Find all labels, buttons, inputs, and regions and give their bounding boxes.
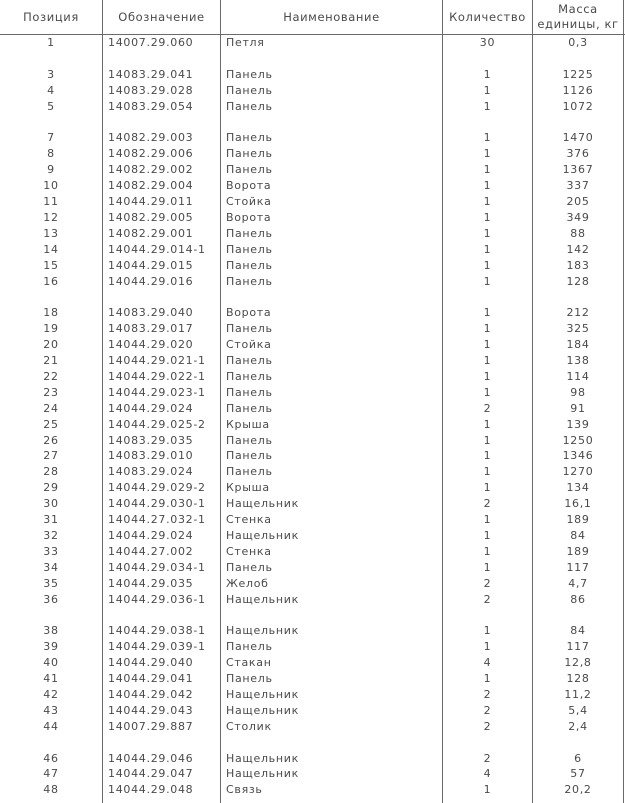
table-row (0, 83, 625, 99)
cell-designation: 14083.29.054 (108, 99, 194, 113)
header-designation: Обозначение (118, 9, 205, 24)
cell-position: 32 (43, 528, 59, 542)
cell-mass: 325 (566, 322, 590, 336)
cell-designation: 14044.29.039-1 (108, 640, 206, 654)
cell-designation: 14044.29.029-2 (108, 481, 206, 495)
cell-designation: 14044.29.015 (108, 258, 194, 272)
cell-mass: 128 (566, 672, 590, 685)
table-row (0, 99, 625, 115)
cell-designation: 14044.27.002 (108, 544, 194, 558)
cell-name: Петля (226, 36, 265, 49)
table-row (0, 194, 625, 210)
cell-mass: 138 (566, 354, 590, 367)
cell-name: Панель (226, 385, 273, 399)
cell-position: 47 (43, 767, 59, 781)
cell-quantity: 1 (483, 147, 492, 161)
cell-designation: 14044.29.042 (108, 687, 194, 701)
table-row (0, 464, 625, 480)
cell-mass: 337 (566, 179, 590, 193)
cell-name: Крыша (226, 417, 270, 431)
cell-quantity: 1 (483, 226, 492, 240)
header-position: Позиция (23, 9, 79, 24)
cell-designation: 14044.29.020 (108, 338, 194, 352)
table-row (0, 146, 625, 162)
table-row (0, 639, 625, 655)
cell-designation: 14044.29.022-1 (108, 369, 206, 383)
cell-name: Нащельник (226, 497, 299, 511)
cell-position: 20 (43, 338, 59, 352)
cell-mass: 1072 (562, 99, 594, 113)
cell-name: Стенка (226, 544, 272, 558)
table-row (0, 719, 625, 735)
table-row (0, 544, 625, 560)
cell-position: 38 (43, 624, 59, 638)
cell-mass: 12,8 (564, 656, 592, 670)
cell-name: Панель (226, 226, 273, 240)
cell-position: 40 (43, 656, 59, 670)
cell-designation: 14044.29.040 (108, 656, 194, 670)
cell-designation: 14083.29.028 (108, 83, 194, 97)
cell-quantity: 1 (483, 163, 492, 177)
cell-position: 19 (43, 322, 59, 336)
table-row (0, 766, 625, 782)
cell-designation: 14044.29.025-2 (108, 417, 206, 431)
cell-quantity: 4 (483, 767, 492, 781)
cell-designation: 14083.29.024 (108, 465, 194, 479)
cell-designation: 14007.29.887 (108, 719, 194, 733)
cell-quantity: 1 (483, 783, 492, 797)
cell-quantity: 1 (483, 338, 492, 352)
cell-designation: 14044.29.023-1 (108, 385, 206, 399)
table-row (0, 178, 625, 194)
cell-quantity: 1 (483, 672, 492, 685)
cell-quantity: 2 (483, 719, 492, 733)
cell-name: Стойка (226, 195, 272, 208)
cell-name: Панель (226, 131, 273, 145)
cell-name: Нащельник (226, 592, 299, 606)
table-row (0, 162, 625, 178)
cell-name: Ворота (226, 210, 272, 224)
cell-designation: 14082.29.006 (108, 147, 194, 161)
cell-designation: 14082.29.005 (108, 210, 194, 224)
header-name: Наименование (283, 9, 380, 24)
table-row (0, 623, 625, 639)
cell-quantity: 1 (483, 369, 492, 383)
cell-quantity: 1 (483, 560, 492, 574)
cell-name: Панель (226, 147, 273, 161)
cell-designation: 14083.29.041 (108, 67, 194, 81)
cell-position: 48 (43, 783, 59, 797)
cell-designation: 14044.29.038-1 (108, 624, 206, 638)
cell-quantity: 2 (483, 576, 492, 590)
cell-quantity: 1 (483, 354, 492, 367)
cell-position: 29 (43, 481, 59, 495)
cell-mass: 4,7 (568, 576, 588, 590)
cell-position: 26 (43, 433, 59, 447)
cell-name: Панель (226, 672, 273, 685)
table-row (0, 369, 625, 385)
cell-mass: 349 (566, 210, 590, 224)
table-row (0, 560, 625, 576)
cell-mass: 134 (566, 481, 590, 495)
cell-mass: 1470 (562, 131, 594, 145)
cell-name: Панель (226, 83, 273, 97)
cell-position: 13 (43, 226, 59, 240)
table-row (0, 242, 625, 258)
cell-name: Нащельник (226, 624, 299, 638)
cell-position: 46 (43, 751, 59, 765)
cell-mass: 128 (566, 274, 590, 288)
cell-mass: 1346 (562, 449, 594, 463)
cell-name: Нащельник (226, 528, 299, 542)
table-row (0, 305, 625, 321)
cell-position: 27 (43, 449, 59, 463)
cell-mass: 114 (566, 369, 590, 383)
table-row (0, 226, 625, 242)
cell-quantity: 1 (483, 210, 492, 224)
cell-position: 3 (47, 67, 55, 81)
cell-quantity: 1 (483, 322, 492, 336)
cell-quantity: 2 (483, 401, 492, 415)
table-row (0, 576, 625, 592)
cell-position: 34 (43, 560, 59, 574)
cell-position: 18 (43, 306, 59, 320)
table-row (0, 703, 625, 719)
cell-quantity: 30 (479, 36, 496, 49)
cell-designation: 14044.29.046 (108, 751, 194, 765)
cell-quantity: 1 (483, 131, 492, 145)
cell-name: Стойка (226, 338, 272, 352)
cell-quantity: 1 (483, 528, 492, 542)
cell-designation: 14082.29.002 (108, 163, 194, 177)
cell-name: Стакан (226, 656, 272, 670)
cell-mass: 212 (566, 306, 590, 320)
cell-designation: 14044.29.024 (108, 528, 194, 542)
cell-designation: 14083.29.035 (108, 433, 194, 447)
table-row (0, 782, 625, 798)
cell-name: Панель (226, 163, 273, 177)
cell-mass: 184 (566, 338, 590, 352)
cell-name: Панель (226, 433, 273, 447)
cell-position: 31 (43, 513, 59, 526)
cell-quantity: 1 (483, 513, 492, 526)
table-row (0, 528, 625, 544)
cell-position: 35 (43, 576, 59, 590)
cell-position: 42 (43, 687, 59, 701)
cell-position: 14 (43, 242, 59, 256)
table-row (0, 592, 625, 608)
cell-position: 10 (43, 179, 59, 193)
table-row (0, 417, 625, 433)
cell-designation: 14044.29.036-1 (108, 592, 206, 606)
cell-position: 9 (47, 163, 55, 177)
cell-quantity: 1 (483, 465, 492, 479)
cell-name: Крыша (226, 481, 270, 495)
cell-position: 44 (43, 719, 59, 733)
cell-mass: 84 (570, 528, 586, 542)
cell-designation: 14082.29.001 (108, 226, 194, 240)
cell-name: Панель (226, 242, 273, 256)
table-row (0, 210, 625, 226)
cell-designation: 14044.29.048 (108, 783, 194, 797)
cell-designation: 14083.29.040 (108, 306, 194, 320)
table-row (0, 512, 625, 528)
cell-position: 43 (43, 703, 59, 717)
cell-quantity: 1 (483, 433, 492, 447)
cell-designation: 14044.29.030-1 (108, 497, 206, 511)
cell-mass: 0,3 (568, 36, 588, 49)
cell-position: 33 (43, 544, 59, 558)
cell-designation: 14083.29.010 (108, 449, 194, 463)
cell-name: Панель (226, 640, 273, 654)
cell-designation: 14044.29.034-1 (108, 560, 206, 574)
cell-position: 8 (47, 147, 55, 161)
cell-mass: 139 (566, 417, 590, 431)
cell-name: Панель (226, 401, 273, 415)
cell-quantity: 1 (483, 274, 492, 288)
cell-quantity: 1 (483, 385, 492, 399)
cell-mass: 142 (566, 242, 590, 256)
cell-position: 25 (43, 417, 59, 431)
cell-quantity: 1 (483, 544, 492, 558)
cell-designation: 14044.27.032-1 (108, 513, 206, 526)
cell-position: 15 (43, 258, 59, 272)
cell-designation: 14044.29.047 (108, 767, 194, 781)
cell-mass: 1250 (562, 433, 594, 447)
cell-name: Панель (226, 67, 273, 81)
cell-designation: 14044.29.041 (108, 672, 194, 685)
cell-designation: 14044.29.024 (108, 401, 194, 415)
table-row (0, 67, 625, 83)
table-row (0, 687, 625, 703)
cell-name: Желоб (226, 576, 269, 590)
cell-designation: 14083.29.017 (108, 322, 194, 336)
cell-position: 11 (43, 195, 59, 208)
cell-name: Панель (226, 354, 273, 367)
cell-designation: 14082.29.003 (108, 131, 194, 145)
cell-position: 23 (43, 385, 59, 399)
cell-position: 22 (43, 369, 59, 383)
table-row (0, 35, 625, 51)
cell-position: 30 (43, 497, 59, 511)
table-row (0, 655, 625, 671)
cell-quantity: 1 (483, 449, 492, 463)
cell-name: Нащельник (226, 703, 299, 717)
cell-position: 5 (47, 99, 55, 113)
cell-mass: 91 (570, 401, 586, 415)
cell-name: Панель (226, 560, 273, 574)
cell-mass: 5,4 (568, 703, 588, 717)
cell-mass: 205 (566, 195, 590, 208)
table-row (0, 130, 625, 146)
cell-mass: 11,2 (564, 687, 592, 701)
table-row (0, 337, 625, 353)
table-row (0, 321, 625, 337)
cell-mass: 183 (566, 258, 590, 272)
cell-mass: 6 (574, 751, 582, 765)
cell-name: Панель (226, 465, 273, 479)
cell-mass: 189 (566, 513, 590, 526)
cell-mass: 86 (570, 592, 586, 606)
table-row (0, 433, 625, 449)
cell-mass: 376 (566, 147, 590, 161)
cell-name: Панель (226, 322, 273, 336)
cell-quantity: 2 (483, 687, 492, 701)
cell-quantity: 1 (483, 242, 492, 256)
cell-position: 1 (47, 36, 55, 49)
cell-quantity: 1 (483, 258, 492, 272)
table-row (0, 274, 625, 290)
cell-name: Панель (226, 99, 273, 113)
cell-quantity: 1 (483, 67, 492, 81)
table-row (0, 353, 625, 369)
cell-quantity: 2 (483, 497, 492, 511)
cell-position: 16 (43, 274, 59, 288)
cell-position: 4 (47, 83, 55, 97)
cell-name: Панель (226, 449, 273, 463)
cell-name: Ворота (226, 306, 272, 320)
cell-position: 21 (43, 354, 59, 367)
cell-designation: 14044.29.014-1 (108, 242, 206, 256)
cell-quantity: 2 (483, 592, 492, 606)
table-row (0, 671, 625, 687)
cell-name: Нащельник (226, 767, 299, 781)
cell-position: 41 (43, 672, 59, 685)
cell-name: Нащельник (226, 687, 299, 701)
table-row (0, 480, 625, 496)
cell-quantity: 1 (483, 640, 492, 654)
table-row (0, 401, 625, 417)
cell-mass: 16,1 (564, 497, 592, 511)
cell-quantity: 2 (483, 703, 492, 717)
cell-quantity: 1 (483, 417, 492, 431)
cell-position: 12 (43, 210, 59, 224)
cell-mass: 1270 (562, 465, 594, 479)
cell-designation: 14082.29.004 (108, 179, 194, 193)
cell-position: 36 (43, 592, 59, 606)
table-row (0, 496, 625, 512)
cell-quantity: 1 (483, 195, 492, 208)
cell-name: Стенка (226, 513, 272, 526)
cell-mass: 117 (566, 640, 590, 654)
cell-name: Связь (226, 783, 263, 797)
cell-mass: 2,4 (568, 719, 588, 733)
cell-mass: 84 (570, 624, 586, 638)
cell-designation: 14044.29.035 (108, 576, 194, 590)
table-row (0, 258, 625, 274)
cell-mass: 1367 (562, 163, 594, 177)
table-row (0, 751, 625, 767)
cell-mass: 189 (566, 544, 590, 558)
cell-position: 7 (47, 131, 55, 145)
cell-name: Столик (226, 719, 272, 733)
header-mass-line1: Масса (558, 2, 598, 16)
header-mass-line2: единицы, кг (537, 17, 619, 31)
cell-quantity: 1 (483, 624, 492, 638)
header-mass (533, 0, 623, 34)
cell-name: Ворота (226, 179, 272, 193)
cell-quantity: 1 (483, 481, 492, 495)
header-quantity: Количество (449, 9, 526, 24)
cell-name: Панель (226, 369, 273, 383)
cell-position: 24 (43, 401, 59, 415)
cell-quantity: 4 (483, 656, 492, 670)
cell-mass: 20,2 (564, 783, 592, 797)
cell-quantity: 1 (483, 99, 492, 113)
cell-quantity: 1 (483, 179, 492, 193)
cell-designation: 14044.29.043 (108, 703, 194, 717)
cell-quantity: 1 (483, 83, 492, 97)
cell-quantity: 1 (483, 306, 492, 320)
cell-name: Панель (226, 258, 273, 272)
table-row (0, 448, 625, 464)
cell-mass: 57 (570, 767, 586, 781)
cell-mass: 98 (570, 385, 586, 399)
cell-name: Нащельник (226, 751, 299, 765)
cell-position: 28 (43, 465, 59, 479)
cell-designation: 14044.29.021-1 (108, 354, 206, 367)
cell-designation: 14044.29.016 (108, 274, 194, 288)
table-row (0, 385, 625, 401)
cell-designation: 14044.29.011 (108, 195, 194, 208)
cell-mass: 1126 (562, 83, 594, 97)
cell-position: 39 (43, 640, 59, 654)
cell-mass: 88 (570, 226, 586, 240)
cell-quantity: 2 (483, 751, 492, 765)
cell-mass: 117 (566, 560, 590, 574)
cell-designation: 14007.29.060 (108, 36, 194, 49)
cell-mass: 1225 (562, 67, 594, 81)
cell-name: Панель (226, 274, 273, 288)
